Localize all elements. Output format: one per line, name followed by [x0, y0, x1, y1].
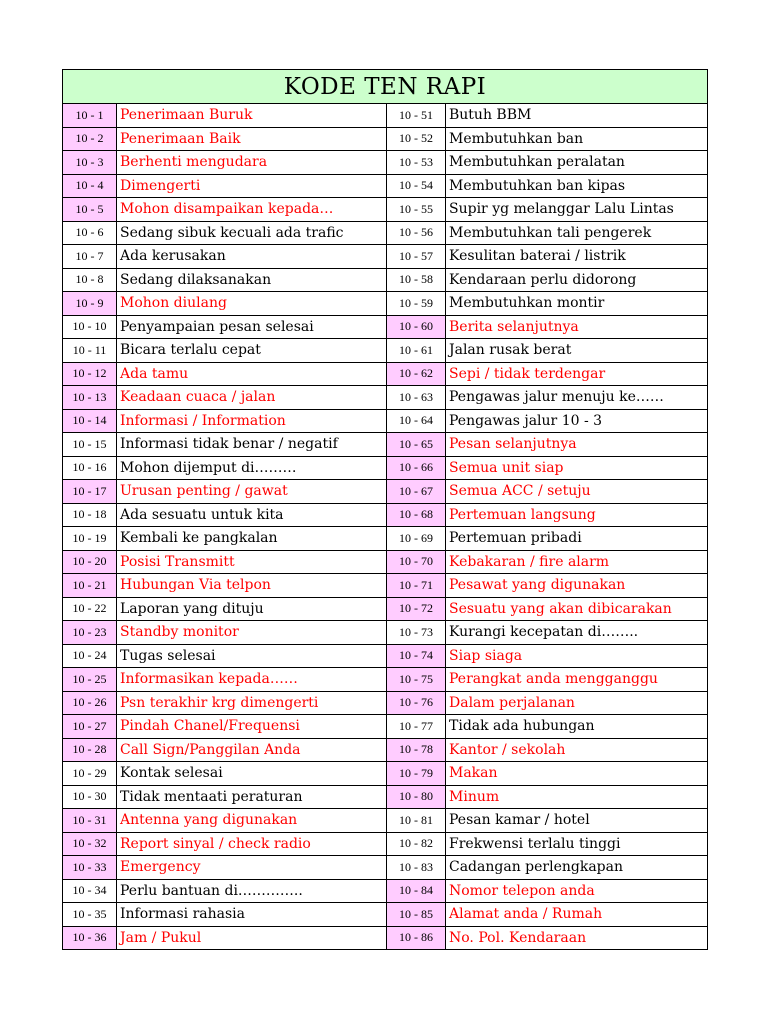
- description-cell-right: Sepi / tidak terdengar: [446, 362, 708, 386]
- description-cell-right: Membutuhkan ban: [446, 127, 708, 151]
- table-row: [63, 503, 708, 527]
- table-row: [63, 127, 708, 151]
- code-cell-right: 10 - 59: [387, 292, 446, 316]
- table-row: [63, 433, 708, 457]
- description-cell-left: Report sinyal / check radio: [117, 832, 387, 856]
- description-cell-left: Call Sign/Panggilan Anda: [117, 738, 387, 762]
- description-cell-left: Jam / Pukul: [117, 926, 387, 950]
- code-cell-left: 10 - 35: [63, 903, 117, 927]
- description-cell-right: Sesuatu yang akan dibicarakan: [446, 597, 708, 621]
- table-row: [63, 527, 708, 551]
- code-cell-right: 10 - 60: [387, 315, 446, 339]
- table-row: [63, 409, 708, 433]
- table-row: [63, 715, 708, 739]
- table-row: [63, 597, 708, 621]
- title-row: [63, 70, 708, 104]
- table-row: [63, 574, 708, 598]
- code-cell-left: 10 - 30: [63, 785, 117, 809]
- description-cell-left: Penyampaian pesan selesai: [117, 315, 387, 339]
- code-cell-right: 10 - 67: [387, 480, 446, 504]
- table-row: [63, 879, 708, 903]
- code-cell-left: 10 - 19: [63, 527, 117, 551]
- description-cell-left: Informasi rahasia: [117, 903, 387, 927]
- table-row: [63, 362, 708, 386]
- code-cell-right: 10 - 80: [387, 785, 446, 809]
- description-cell-left: Informasi / Information: [117, 409, 387, 433]
- code-cell-right: 10 - 86: [387, 926, 446, 950]
- code-cell-right: 10 - 66: [387, 456, 446, 480]
- table-row: [63, 386, 708, 410]
- table-row: [63, 339, 708, 363]
- code-cell-right: 10 - 71: [387, 574, 446, 598]
- description-cell-right: Siap siaga: [446, 644, 708, 668]
- description-cell-right: Minum: [446, 785, 708, 809]
- description-cell-left: Kembali ke pangkalan: [117, 527, 387, 551]
- description-cell-right: Semua ACC / setuju: [446, 480, 708, 504]
- description-cell-left: Mohon dijemput di………: [117, 456, 387, 480]
- code-cell-right: 10 - 82: [387, 832, 446, 856]
- code-cell-right: 10 - 69: [387, 527, 446, 551]
- description-cell-left: Posisi Transmitt: [117, 550, 387, 574]
- code-cell-right: 10 - 53: [387, 151, 446, 175]
- code-cell-right: 10 - 84: [387, 879, 446, 903]
- table-row: [63, 550, 708, 574]
- code-cell-left: 10 - 6: [63, 221, 117, 245]
- code-cell-left: 10 - 32: [63, 832, 117, 856]
- description-cell-right: Membutuhkan peralatan: [446, 151, 708, 175]
- description-cell-right: Pesan kamar / hotel: [446, 809, 708, 833]
- code-cell-right: 10 - 74: [387, 644, 446, 668]
- description-cell-right: Pertemuan pribadi: [446, 527, 708, 551]
- description-cell-right: Pesawat yang digunakan: [446, 574, 708, 598]
- description-cell-right: Kantor / sekolah: [446, 738, 708, 762]
- description-cell-left: Informasikan kepada……: [117, 668, 387, 692]
- code-cell-right: 10 - 65: [387, 433, 446, 457]
- code-cell-left: 10 - 13: [63, 386, 117, 410]
- code-cell-right: 10 - 55: [387, 198, 446, 222]
- code-cell-right: 10 - 77: [387, 715, 446, 739]
- description-cell-left: Sedang dilaksanakan: [117, 268, 387, 292]
- code-cell-right: 10 - 72: [387, 597, 446, 621]
- table-row: [63, 668, 708, 692]
- table-row: [63, 809, 708, 833]
- table-row: [63, 856, 708, 880]
- table-row: [63, 198, 708, 222]
- description-cell-right: Alamat anda / Rumah: [446, 903, 708, 927]
- code-cell-right: 10 - 61: [387, 339, 446, 363]
- code-cell-right: 10 - 64: [387, 409, 446, 433]
- code-cell-left: 10 - 26: [63, 691, 117, 715]
- description-cell-right: Frekwensi terlalu tinggi: [446, 832, 708, 856]
- description-cell-left: Standby monitor: [117, 621, 387, 645]
- table-row: [63, 268, 708, 292]
- code-cell-left: 10 - 14: [63, 409, 117, 433]
- table-row: [63, 832, 708, 856]
- code-cell-left: 10 - 27: [63, 715, 117, 739]
- table-row: [63, 292, 708, 316]
- code-cell-right: 10 - 63: [387, 386, 446, 410]
- description-cell-left: Hubungan Via telpon: [117, 574, 387, 598]
- code-cell-right: 10 - 85: [387, 903, 446, 927]
- code-cell-left: 10 - 3: [63, 151, 117, 175]
- table-row: [63, 104, 708, 128]
- table-row: [63, 151, 708, 175]
- description-cell-right: Kesulitan baterai / listrik: [446, 245, 708, 269]
- code-cell-left: 10 - 28: [63, 738, 117, 762]
- code-cell-left: 10 - 15: [63, 433, 117, 457]
- table-row: [63, 245, 708, 269]
- description-cell-left: Berhenti mengudara: [117, 151, 387, 175]
- code-cell-right: 10 - 68: [387, 503, 446, 527]
- table-row: [63, 221, 708, 245]
- description-cell-left: Antenna yang digunakan: [117, 809, 387, 833]
- description-cell-right: Pesan selanjutnya: [446, 433, 708, 457]
- code-cell-left: 10 - 23: [63, 621, 117, 645]
- description-cell-right: Makan: [446, 762, 708, 786]
- table-row: [63, 926, 708, 950]
- code-cell-left: 10 - 5: [63, 198, 117, 222]
- code-cell-left: 10 - 31: [63, 809, 117, 833]
- description-cell-right: Cadangan perlengkapan: [446, 856, 708, 880]
- description-cell-right: Pertemuan langsung: [446, 503, 708, 527]
- code-cell-left: 10 - 21: [63, 574, 117, 598]
- description-cell-right: Membutuhkan montir: [446, 292, 708, 316]
- description-cell-right: Berita selanjutnya: [446, 315, 708, 339]
- description-cell-left: Dimengerti: [117, 174, 387, 198]
- table-row: [63, 738, 708, 762]
- code-cell-right: 10 - 76: [387, 691, 446, 715]
- description-cell-right: Supir yg melanggar Lalu Lintas: [446, 198, 708, 222]
- description-cell-right: Pengawas jalur 10 - 3: [446, 409, 708, 433]
- description-cell-left: Bicara terlalu cepat: [117, 339, 387, 363]
- description-cell-left: Emergency: [117, 856, 387, 880]
- code-cell-right: 10 - 52: [387, 127, 446, 151]
- description-cell-right: Tidak ada hubungan: [446, 715, 708, 739]
- description-cell-left: Tugas selesai: [117, 644, 387, 668]
- table-row: [63, 315, 708, 339]
- table-body: [63, 70, 708, 950]
- code-cell-right: 10 - 58: [387, 268, 446, 292]
- code-cell-left: 10 - 29: [63, 762, 117, 786]
- code-cell-left: 10 - 1: [63, 104, 117, 128]
- code-cell-right: 10 - 56: [387, 221, 446, 245]
- description-cell-left: Ada kerusakan: [117, 245, 387, 269]
- description-cell-left: Tidak mentaati peraturan: [117, 785, 387, 809]
- description-cell-right: Kendaraan perlu didorong: [446, 268, 708, 292]
- description-cell-left: Kontak selesai: [117, 762, 387, 786]
- code-cell-right: 10 - 78: [387, 738, 446, 762]
- table-row: [63, 903, 708, 927]
- description-cell-left: Urusan penting / gawat: [117, 480, 387, 504]
- description-cell-right: Nomor telepon anda: [446, 879, 708, 903]
- description-cell-right: Membutuhkan tali pengerek: [446, 221, 708, 245]
- description-cell-right: Dalam perjalanan: [446, 691, 708, 715]
- description-cell-right: Kurangi kecepatan di……..: [446, 621, 708, 645]
- description-cell-left: Sedang sibuk kecuali ada trafic: [117, 221, 387, 245]
- code-cell-right: 10 - 70: [387, 550, 446, 574]
- kode-ten-table: [62, 69, 708, 950]
- table-row: [63, 691, 708, 715]
- code-cell-left: 10 - 34: [63, 879, 117, 903]
- description-cell-left: Mohon diulang: [117, 292, 387, 316]
- description-cell-left: Pindah Chanel/Frequensi: [117, 715, 387, 739]
- code-cell-left: 10 - 16: [63, 456, 117, 480]
- description-cell-right: Perangkat anda mengganggu: [446, 668, 708, 692]
- code-cell-right: 10 - 54: [387, 174, 446, 198]
- code-cell-right: 10 - 73: [387, 621, 446, 645]
- code-cell-left: 10 - 2: [63, 127, 117, 151]
- code-cell-right: 10 - 83: [387, 856, 446, 880]
- description-cell-left: Psn terakhir krg dimengerti: [117, 691, 387, 715]
- code-cell-right: 10 - 79: [387, 762, 446, 786]
- description-cell-left: Perlu bantuan di…………..: [117, 879, 387, 903]
- description-cell-right: Jalan rusak berat: [446, 339, 708, 363]
- table-row: [63, 621, 708, 645]
- code-cell-right: 10 - 81: [387, 809, 446, 833]
- table-row: [63, 644, 708, 668]
- description-cell-left: Penerimaan Buruk: [117, 104, 387, 128]
- code-cell-left: 10 - 8: [63, 268, 117, 292]
- description-cell-right: Membutuhkan ban kipas: [446, 174, 708, 198]
- description-cell-left: Ada sesuatu untuk kita: [117, 503, 387, 527]
- code-cell-left: 10 - 33: [63, 856, 117, 880]
- table-row: [63, 785, 708, 809]
- table-row: [63, 480, 708, 504]
- code-cell-right: 10 - 75: [387, 668, 446, 692]
- description-cell-right: Pengawas jalur menuju ke……: [446, 386, 708, 410]
- code-cell-left: 10 - 7: [63, 245, 117, 269]
- code-cell-left: 10 - 17: [63, 480, 117, 504]
- description-cell-right: Semua unit siap: [446, 456, 708, 480]
- code-cell-right: 10 - 62: [387, 362, 446, 386]
- code-cell-left: 10 - 18: [63, 503, 117, 527]
- description-cell-left: Penerimaan Baik: [117, 127, 387, 151]
- code-cell-left: 10 - 11: [63, 339, 117, 363]
- table-title: KODE TEN RAPI: [63, 70, 708, 104]
- code-cell-left: 10 - 12: [63, 362, 117, 386]
- description-cell-left: Laporan yang dituju: [117, 597, 387, 621]
- code-cell-left: 10 - 9: [63, 292, 117, 316]
- code-cell-left: 10 - 25: [63, 668, 117, 692]
- description-cell-left: Mohon disampaikan kepada…: [117, 198, 387, 222]
- code-cell-left: 10 - 24: [63, 644, 117, 668]
- code-cell-left: 10 - 22: [63, 597, 117, 621]
- table-row: [63, 456, 708, 480]
- code-cell-left: 10 - 4: [63, 174, 117, 198]
- description-cell-left: Ada tamu: [117, 362, 387, 386]
- description-cell-left: Informasi tidak benar / negatif: [117, 433, 387, 457]
- code-cell-right: 10 - 57: [387, 245, 446, 269]
- code-cell-right: 10 - 51: [387, 104, 446, 128]
- description-cell-right: No. Pol. Kendaraan: [446, 926, 708, 950]
- code-cell-left: 10 - 20: [63, 550, 117, 574]
- code-cell-left: 10 - 10: [63, 315, 117, 339]
- table-row: [63, 762, 708, 786]
- description-cell-left: Keadaan cuaca / jalan: [117, 386, 387, 410]
- description-cell-right: Butuh BBM: [446, 104, 708, 128]
- code-cell-left: 10 - 36: [63, 926, 117, 950]
- table-row: [63, 174, 708, 198]
- description-cell-right: Kebakaran / fire alarm: [446, 550, 708, 574]
